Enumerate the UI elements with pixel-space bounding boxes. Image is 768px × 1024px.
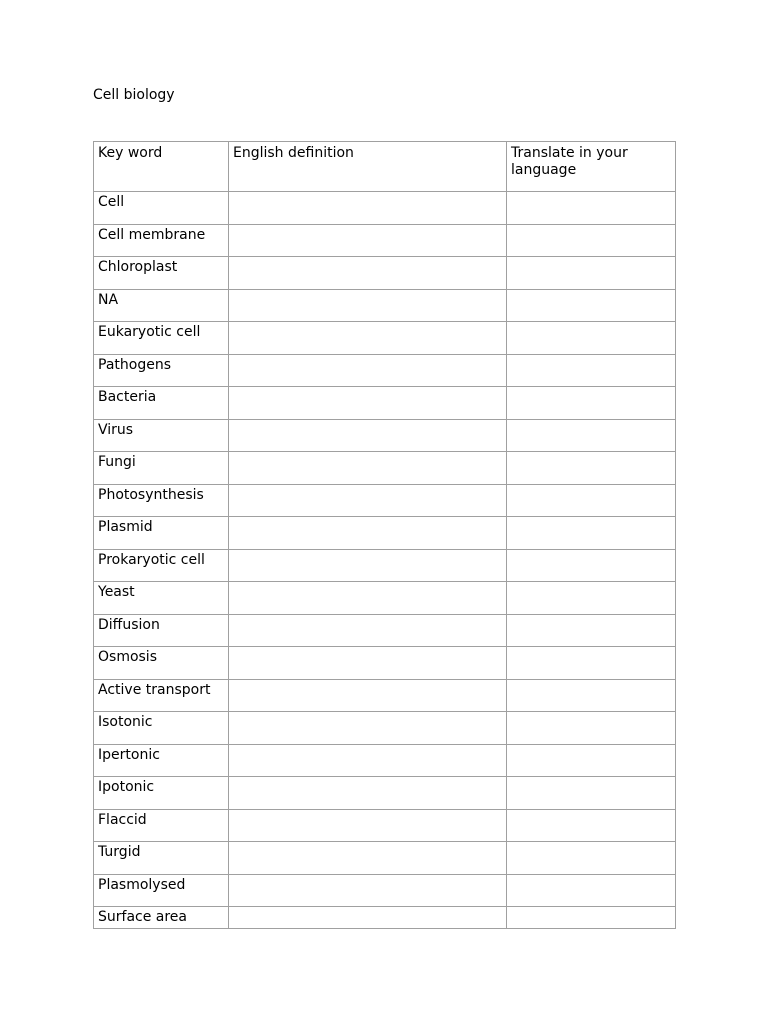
- translation-cell[interactable]: [507, 322, 676, 355]
- table-row: [94, 289, 676, 322]
- definition-cell[interactable]: [229, 257, 507, 290]
- key-word-cell: Bacteria: [94, 387, 229, 420]
- table-row: [94, 484, 676, 517]
- translation-cell[interactable]: [507, 484, 676, 517]
- translation-cell[interactable]: [507, 419, 676, 452]
- table-row: [94, 224, 676, 257]
- translation-cell[interactable]: [507, 354, 676, 387]
- header-english-definition: English definition: [229, 142, 507, 192]
- translation-cell[interactable]: [507, 809, 676, 842]
- key-word-cell: Flaccid: [94, 809, 229, 842]
- translation-cell[interactable]: [507, 712, 676, 745]
- definition-cell[interactable]: [229, 354, 507, 387]
- table-row: [94, 614, 676, 647]
- definition-cell[interactable]: [229, 809, 507, 842]
- key-word-cell: NA: [94, 289, 229, 322]
- definition-cell[interactable]: [229, 777, 507, 810]
- definition-cell[interactable]: [229, 224, 507, 257]
- translation-cell[interactable]: [507, 549, 676, 582]
- table-row: [94, 549, 676, 582]
- table-row: [94, 452, 676, 485]
- key-word-cell: Diffusion: [94, 614, 229, 647]
- definition-cell[interactable]: [229, 387, 507, 420]
- key-word-cell: Osmosis: [94, 647, 229, 680]
- key-word-cell: Cell: [94, 192, 229, 225]
- translation-cell[interactable]: [507, 582, 676, 615]
- translation-cell[interactable]: [507, 517, 676, 550]
- definition-cell[interactable]: [229, 712, 507, 745]
- definition-cell[interactable]: [229, 647, 507, 680]
- definition-cell[interactable]: [229, 842, 507, 875]
- definition-cell[interactable]: [229, 874, 507, 907]
- key-word-cell: Photosynthesis: [94, 484, 229, 517]
- header-key-word: Key word: [94, 142, 229, 192]
- table-row: [94, 517, 676, 550]
- definition-cell[interactable]: [229, 192, 507, 225]
- document-title: Cell biology: [93, 87, 175, 103]
- definition-cell[interactable]: [229, 484, 507, 517]
- key-word-cell: Ipertonic: [94, 744, 229, 777]
- key-word-cell: Turgid: [94, 842, 229, 875]
- table-row: [94, 907, 676, 929]
- definition-cell[interactable]: [229, 582, 507, 615]
- key-word-cell: Virus: [94, 419, 229, 452]
- definition-cell[interactable]: [229, 744, 507, 777]
- definition-cell[interactable]: [229, 322, 507, 355]
- table-row: [94, 582, 676, 615]
- definition-cell[interactable]: [229, 419, 507, 452]
- key-word-cell: Plasmid: [94, 517, 229, 550]
- definition-cell[interactable]: [229, 289, 507, 322]
- definition-cell[interactable]: [229, 452, 507, 485]
- key-word-cell: Active transport: [94, 679, 229, 712]
- translation-cell[interactable]: [507, 874, 676, 907]
- translation-cell[interactable]: [507, 777, 676, 810]
- translation-cell[interactable]: [507, 679, 676, 712]
- key-word-cell: Yeast: [94, 582, 229, 615]
- definition-cell[interactable]: [229, 549, 507, 582]
- translation-cell[interactable]: [507, 452, 676, 485]
- key-word-cell: Eukaryotic cell: [94, 322, 229, 355]
- translation-cell[interactable]: [507, 192, 676, 225]
- definition-cell[interactable]: [229, 517, 507, 550]
- table-row: [94, 874, 676, 907]
- translation-cell[interactable]: [507, 647, 676, 680]
- definition-cell[interactable]: [229, 614, 507, 647]
- translation-cell[interactable]: [507, 289, 676, 322]
- table-row: [94, 257, 676, 290]
- translation-cell[interactable]: [507, 224, 676, 257]
- translation-cell[interactable]: [507, 842, 676, 875]
- table-header-row: [94, 142, 676, 192]
- key-word-cell: Plasmolysed: [94, 874, 229, 907]
- table-row: [94, 354, 676, 387]
- key-word-cell: Isotonic: [94, 712, 229, 745]
- table-row: [94, 809, 676, 842]
- translation-cell[interactable]: [507, 744, 676, 777]
- header-translation: Translate in your language: [507, 142, 676, 192]
- key-word-cell: Prokaryotic cell: [94, 549, 229, 582]
- definition-cell[interactable]: [229, 679, 507, 712]
- table-row: [94, 387, 676, 420]
- key-word-cell: Fungi: [94, 452, 229, 485]
- key-word-cell: Cell membrane: [94, 224, 229, 257]
- vocabulary-table: [93, 141, 676, 929]
- table-row: [94, 712, 676, 745]
- key-word-cell: Pathogens: [94, 354, 229, 387]
- table-row: [94, 777, 676, 810]
- table-row: [94, 842, 676, 875]
- table-row: [94, 679, 676, 712]
- table-row: [94, 647, 676, 680]
- translation-cell[interactable]: [507, 387, 676, 420]
- table-row: [94, 192, 676, 225]
- table-row: [94, 744, 676, 777]
- translation-cell[interactable]: [507, 257, 676, 290]
- table-row: [94, 419, 676, 452]
- key-word-cell: Ipotonic: [94, 777, 229, 810]
- key-word-cell: Chloroplast: [94, 257, 229, 290]
- table-row: [94, 322, 676, 355]
- translation-cell[interactable]: [507, 907, 676, 929]
- translation-cell[interactable]: [507, 614, 676, 647]
- definition-cell[interactable]: [229, 907, 507, 929]
- key-word-cell: Surface area: [94, 907, 229, 929]
